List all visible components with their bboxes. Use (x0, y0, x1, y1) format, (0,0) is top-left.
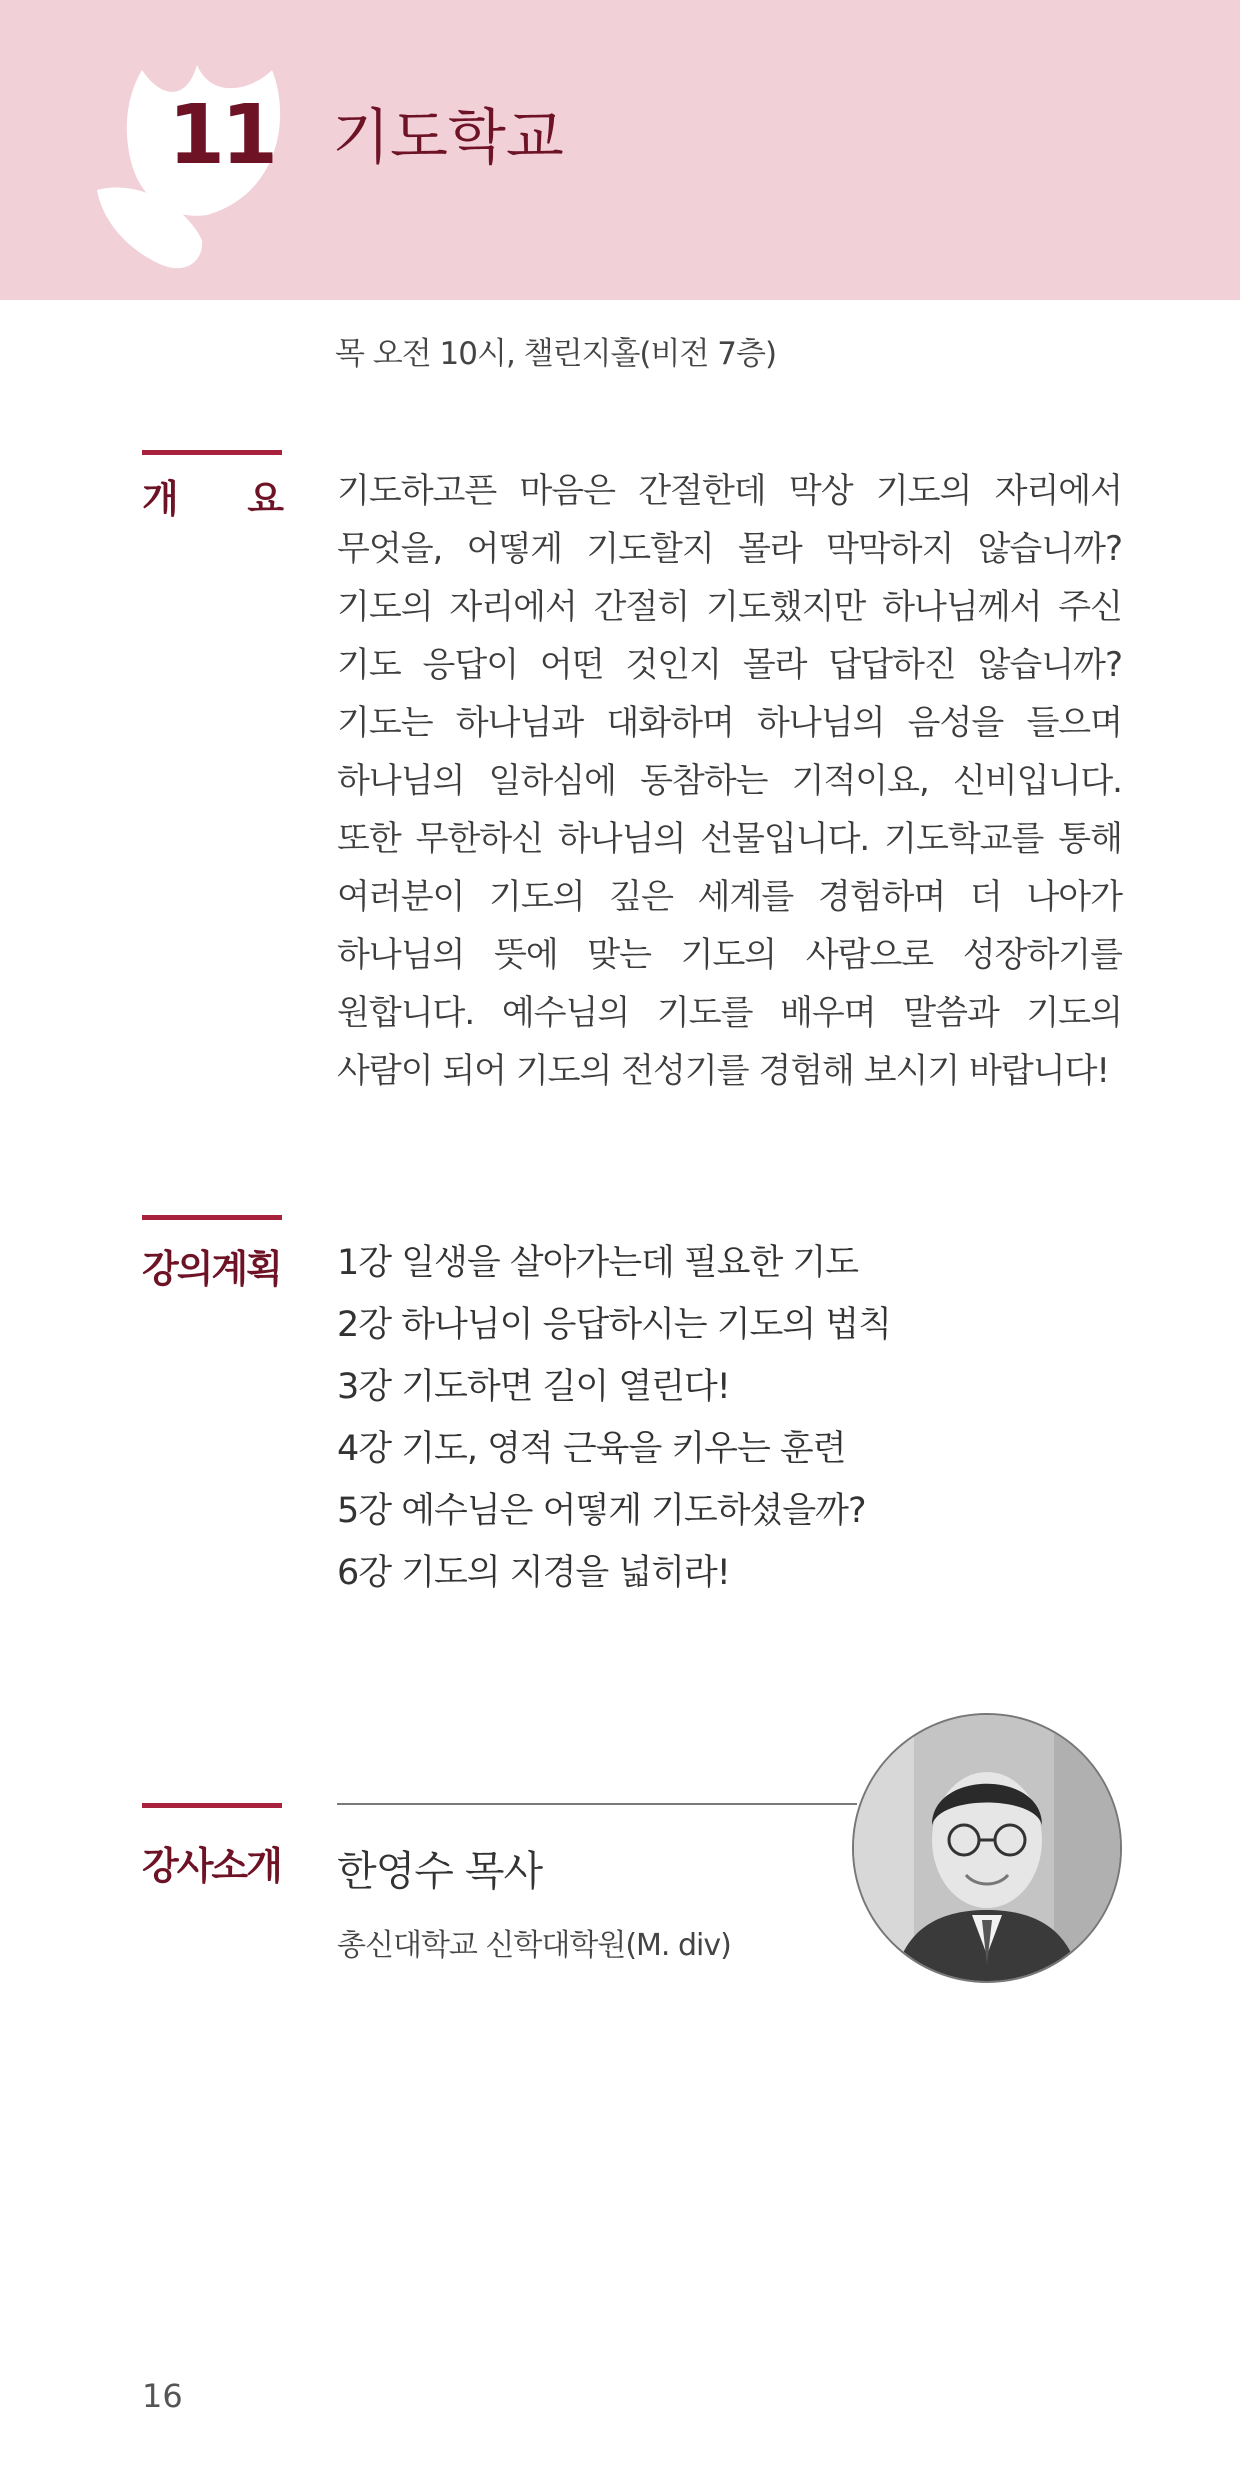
curriculum-label: 강의계획 (142, 1247, 281, 1291)
overview-text: 기도하고픈 마음은 간절한데 막상 기도의 자리에서 무엇을, 어떻게 기도할지 몰라 막막하지 않습니까? 기도의 자리에서 간절히 기도했지만 하나님께서 주신 기도 응답이 어떤 것인지 몰라 답답하진 않습니까? 기도는 하나님과 대화하며 하나님의 음성을 들으며 하나님의 일하심에 동참하는 기적이요, 신비입니다. 또한 무한하신 하나님의 선물입니다. 기도학교를 통해 여러분이 기도의 깊은 세계를 경험하며 더 나아가 하나님의 뜻에 맞는 기도의 사람으로 성장하기를 원합니다. 예수님의 기도를 배우며 말씀과 기도의 사람이 되어 기도의 전성기를 경험해 보시기 바랍니다! (337, 471, 1122, 1091)
lecture-item: 1강 일생을 살아가는데 필요한 기도 (337, 1243, 859, 1283)
header-band (0, 0, 1240, 300)
curriculum-divider (142, 1215, 282, 1220)
page-number: 16 (142, 2377, 183, 2415)
page-title: 기도학교 (332, 103, 564, 173)
lecture-item: 3강 기도하면 길이 열린다! (337, 1367, 730, 1407)
overview-divider (142, 450, 282, 455)
instructor-degree: 총신대학교 신학대학원(M. div) (337, 1928, 731, 1963)
lecture-number: 11 (168, 88, 275, 183)
instructor-portrait-photo (852, 1713, 1122, 1983)
lecture-item: 4강 기도, 영적 근육을 키우는 훈련 (337, 1429, 846, 1469)
overview-label-right: 요 (247, 477, 282, 521)
instructor-name: 한영수 목사 (337, 1847, 543, 1895)
lecture-item: 2강 하나님이 응답하시는 기도의 법칙 (337, 1305, 891, 1345)
overview-label (142, 468, 282, 523)
schedule-info: 목 오전 10시, 챌린지홀(비전 7층) (335, 336, 777, 372)
instructor-label: 강사소개 (142, 1844, 281, 1888)
overview-label-left: 개 (142, 477, 177, 521)
instructor-rule (337, 1803, 857, 1805)
lecture-list (337, 1232, 891, 1604)
instructor-divider (142, 1803, 282, 1808)
lecture-item: 6강 기도의 지경을 넓히라! (337, 1553, 730, 1593)
lecture-item: 5강 예수님은 어떻게 기도하셨을까? (337, 1491, 866, 1531)
